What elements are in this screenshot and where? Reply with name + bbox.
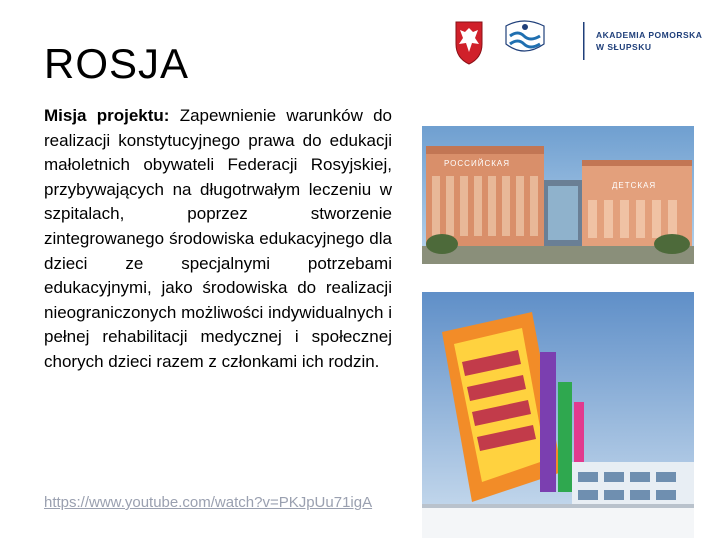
institution-name-line1: AKADEMIA POMORSKA [596, 30, 703, 40]
university-seal-icon [506, 21, 544, 51]
youtube-link[interactable]: https://www.youtube.com/watch?v=PKJpUu71igA [44, 494, 373, 511]
logo-group [452, 14, 712, 70]
institution-name-line2: W SŁUPSKU [596, 42, 652, 52]
logo-divider [583, 22, 585, 60]
building-sign-1: РОССИЙСКАЯ [444, 159, 510, 168]
mission-label: Misja projektu: [44, 106, 170, 125]
building-sign-2: ДЕТСКАЯ [612, 181, 657, 190]
hospital-building-photo [422, 126, 694, 264]
white-eagle-crest-icon [456, 22, 482, 64]
header-logos [452, 14, 712, 70]
colorful-hospital-photo [422, 292, 694, 538]
mission-text: Zapewnienie warunków do realizacji konstytucyjnego prawa do edukacji małoletnich obywateli Federacji Rosyjskiej, przybywających na długotrwałym leczeniu w szpitalach, poprzez stworzenie zintegrowanego środowiska edukacyjnego dla dzieci ze specjalnymi potrzebami edukacyjnymi, jako środowiska do realizacji nieograniczonych możliwości indywidualnych i pełnej rehabilitacji medycznej i społecznej chorych dzieci razem z członkami ich rodzin. [44, 106, 392, 371]
mission-paragraph [44, 104, 392, 375]
slide-title: ROSJA [44, 40, 190, 87]
